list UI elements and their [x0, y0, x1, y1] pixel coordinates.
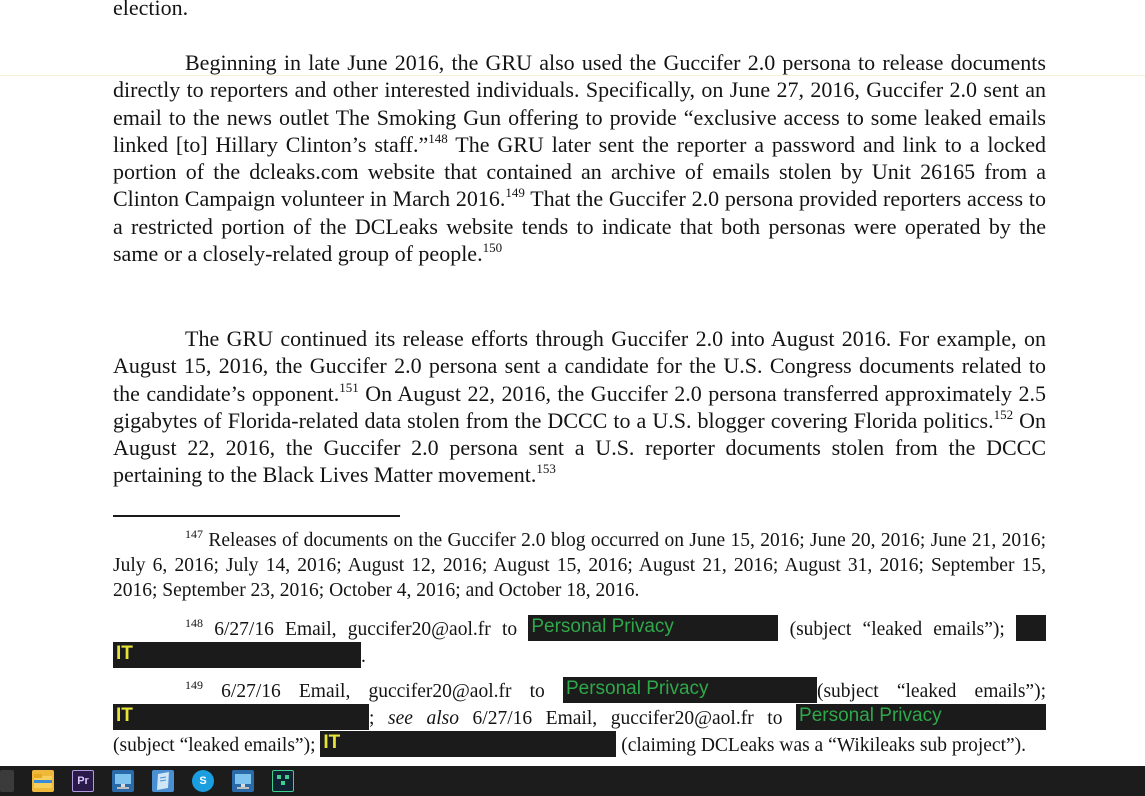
paragraph-august-releases: The GRU continued its release efforts through Guccifer 2.0 into August 2016. For example, on August 15, 2016, the Guccifer 2.0 persona sent a candidate for the U.S. Congress documents related to the candidate’s opponent.$^{151}$ On August 22, 2016, the Guccifer 2.0 persona transferred approximately 2.5 gigabytes of Florida-related data stolen from the DCCC to a U.S. blogger covering Florida politics.$^{152}$ On August 22, 2016, the Guccifer 2.0 persona sent a U.S. reporter documents stolen from the DCCC pertaining to the Black Lives Matter movement.$^{153}$: [113, 326, 1046, 488]
footnote-147: $^{147}$ Releases of documents on the Guccifer 2.0 blog occurred on June 15, 2016; June 20, 2016; June 21, 2016; July 6, 2016; July 14, 2016; August 12, 2016; August 15, 2016; August 21, 2016; August 31, 2016; September 15, 2016; September 23, 2016; October 4, 2016; and October 18, 2016.: [113, 527, 1046, 601]
footnote-ref-153[interactable]: 153: [536, 461, 556, 477]
footnote-ref-152[interactable]: 152: [993, 406, 1014, 422]
windows-taskbar: [0, 766, 1145, 796]
redaction-personal-privacy: Personal Privacy: [796, 704, 1046, 730]
footnote-ref-148[interactable]: 148: [428, 130, 448, 146]
footnote-ref-151[interactable]: 151: [339, 379, 359, 395]
notepad-icon[interactable]: [152, 770, 174, 792]
redaction-block: [1016, 615, 1046, 641]
footnote-separator: [113, 515, 400, 517]
network-drive-icon[interactable]: [112, 770, 134, 792]
footnote-148: $^{148}$ 6/27/16 Email, guccifer20@aol.fr to Personal Privacy (subject “leaked emails”); IT .: [113, 615, 1046, 669]
top-fragment: election.: [113, 0, 189, 20]
footnote-ref-150[interactable]: 150: [482, 240, 503, 256]
paragraph-guccifer-release: Beginning in late June 2016, the GRU also used the Guccifer 2.0 persona to release documents directly to reporters and other interested individuals. Specifically, on June 27, 2016, Guccifer 2.0 sent an email to the news outlet The Smoking Gun offering to provide “exclusive access to some leaked emails linked [to] Hillary Clinton’s staff.”$^{148}$ The GRU later sent the reporter a password and link to a locked portion of the dcleaks.com website that contained an archive of emails stolen by Unit 26165 from a Clinton Campaign volunteer in March 2016.$^{149}$ That the Guccifer 2.0 persona provided reporters access to a restricted portion of the DCLeaks website tends to indicate that both personas were operated by the same or a closely-related group of people.$^{150}$: [113, 50, 1046, 267]
redaction-exemption-it: IT: [320, 731, 616, 757]
redaction-personal-privacy: Personal Privacy: [528, 615, 778, 641]
footnote-ref-149[interactable]: 149: [505, 185, 525, 201]
app-grid-icon[interactable]: [272, 770, 294, 792]
file-explorer-icon[interactable]: [32, 770, 54, 792]
footnote-149: $^{149}$ 6/27/16 Email, guccifer20@aol.fr to Personal Privacy (subject “leaked emails”); IT ; see also 6/27/16 Email, guccifer20@aol.fr to Personal Privacy (subject “leaked emails”); IT (claiming DCLeaks was a “Wikileaks sub project”).: [113, 678, 1047, 756]
skype-icon[interactable]: S: [192, 770, 214, 792]
redaction-exemption-it: IT: [113, 642, 361, 668]
redaction-personal-privacy: Personal Privacy: [563, 677, 817, 703]
network-drive-2-icon[interactable]: [232, 770, 254, 792]
start-icon[interactable]: [0, 770, 14, 792]
redaction-exemption-it: IT: [113, 704, 369, 730]
premiere-pro-icon[interactable]: Pr: [72, 770, 94, 792]
